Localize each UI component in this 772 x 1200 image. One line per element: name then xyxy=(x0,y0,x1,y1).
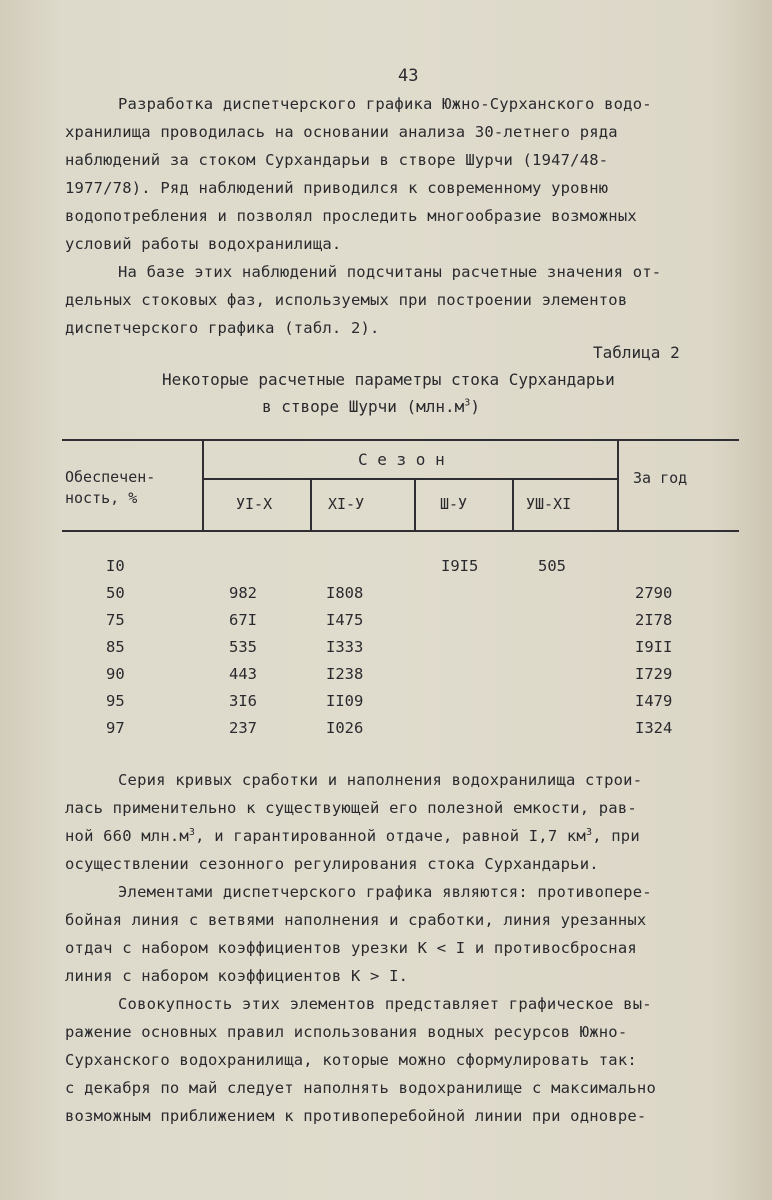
table-cell: I0 xyxy=(106,557,125,575)
table-cell: I808 xyxy=(326,584,364,602)
text-line: хранилища проводилась на основании анализа 30-летнего ряда xyxy=(65,123,618,141)
table-header-rule xyxy=(62,530,739,532)
table-cell: 982 xyxy=(229,584,257,602)
column-header-season: УШ-XI xyxy=(526,495,572,513)
table-cell: 85 xyxy=(106,638,125,656)
text-line: ной 660 $млн.м^3$, и гарантированной отдаче, равной I,7 $км^3$, при xyxy=(65,827,640,846)
text-line: осуществлении сезонного регулирования стока Сурхандарьи. xyxy=(65,855,599,873)
table-cell: 95 xyxy=(106,692,125,710)
text-line: Совокупность этих элементов представляет графическое вы- xyxy=(118,995,652,1013)
table-cell: 237 xyxy=(229,719,257,737)
table-cell: I238 xyxy=(326,665,364,683)
table-cell: 443 xyxy=(229,665,257,683)
table-title: Некоторые расчетные параметры стока Сурхандарьи xyxy=(162,370,615,389)
text-line: Сурханского водохранилища, которые можно сформулировать так: xyxy=(65,1051,637,1069)
table-cell: I479 xyxy=(635,692,673,710)
text-line: бойная линия с ветвями наполнения и сработки, линия урезанных xyxy=(65,911,647,929)
season-rule xyxy=(204,478,617,480)
text-line: наблюдений за стоком Сурхандарьи в створе Шурчи (1947/48- xyxy=(65,151,609,169)
text-line: 1977/78). Ряд наблюдений приводился к современному уровню xyxy=(65,179,609,197)
text-line: лась применительно к существующей его полезной емкости, рав- xyxy=(65,799,637,817)
text-line: ражение основных правил использования водных ресурсов Южно- xyxy=(65,1023,628,1041)
text-line: отдач с набором коэффициентов урезки K < I и противосбросная xyxy=(65,939,637,957)
column-header-season: УI-X xyxy=(236,495,273,513)
table-vrule xyxy=(512,479,514,531)
table-cell: 75 xyxy=(106,611,125,629)
table-cell: 90 xyxy=(106,665,125,683)
text-line: линия с набором коэффициентов K > I. xyxy=(65,967,409,985)
table-cell: 3I6 xyxy=(229,692,257,710)
text-line: возможным приближением к противоперебойной линии при одновре- xyxy=(65,1107,647,1125)
text-line: дельных стоковых фаз, используемых при построении элементов xyxy=(65,291,628,309)
table-cell: 67I xyxy=(229,611,257,629)
text-line: Элементами диспетчерского графика являются: противопере- xyxy=(118,883,652,901)
table-cell: 50 xyxy=(106,584,125,602)
table-cell: I333 xyxy=(326,638,364,656)
table-cell: 97 xyxy=(106,719,125,737)
table-cell: II09 xyxy=(326,692,364,710)
text-line: водопотребления и позволял проследить многообразие возможных xyxy=(65,207,637,225)
table-cell: I729 xyxy=(635,665,673,683)
season-header: С е з о н xyxy=(358,450,445,469)
text-line: Разработка диспетчерского графика Южно-Сурханского водо- xyxy=(118,95,652,113)
table-cell: 505 xyxy=(538,557,566,575)
text-line: диспетчерского графика (табл. 2). xyxy=(65,319,380,337)
table-label: Таблица 2 xyxy=(593,343,680,362)
column-header-probability: Обеспечен- xyxy=(65,468,156,486)
table-cell: 2I78 xyxy=(635,611,673,629)
table-cell: 2790 xyxy=(635,584,673,602)
table-top-rule xyxy=(62,439,739,441)
column-header-season: Ш-У xyxy=(440,495,468,513)
column-header-season: XI-У xyxy=(328,495,365,513)
table-cell: 535 xyxy=(229,638,257,656)
table-cell: I9II xyxy=(635,638,673,656)
column-header-year: За год xyxy=(633,469,688,487)
table-cell: I9I5 xyxy=(441,557,479,575)
table-vrule xyxy=(414,479,416,531)
table-vrule xyxy=(202,441,204,531)
table-cell: I324 xyxy=(635,719,673,737)
column-header-probability: ность, % xyxy=(65,489,138,507)
table-title-line2: в створе Шурчи $(млн.м^3)$ xyxy=(262,397,480,416)
text-line: На базе этих наблюдений подсчитаны расчетные значения от- xyxy=(118,263,662,281)
table-vrule xyxy=(310,479,312,531)
table-cell: I026 xyxy=(326,719,364,737)
text-line: условий работы водохранилища. xyxy=(65,235,342,253)
text-line: с декабря по май следует наполнять водохранилище с максимально xyxy=(65,1079,656,1097)
table-cell: I475 xyxy=(326,611,364,629)
text-line: Серия кривых сработки и наполнения водохранилища строи- xyxy=(118,771,643,789)
page-number: 43 xyxy=(398,66,419,86)
table-vrule xyxy=(617,441,619,531)
